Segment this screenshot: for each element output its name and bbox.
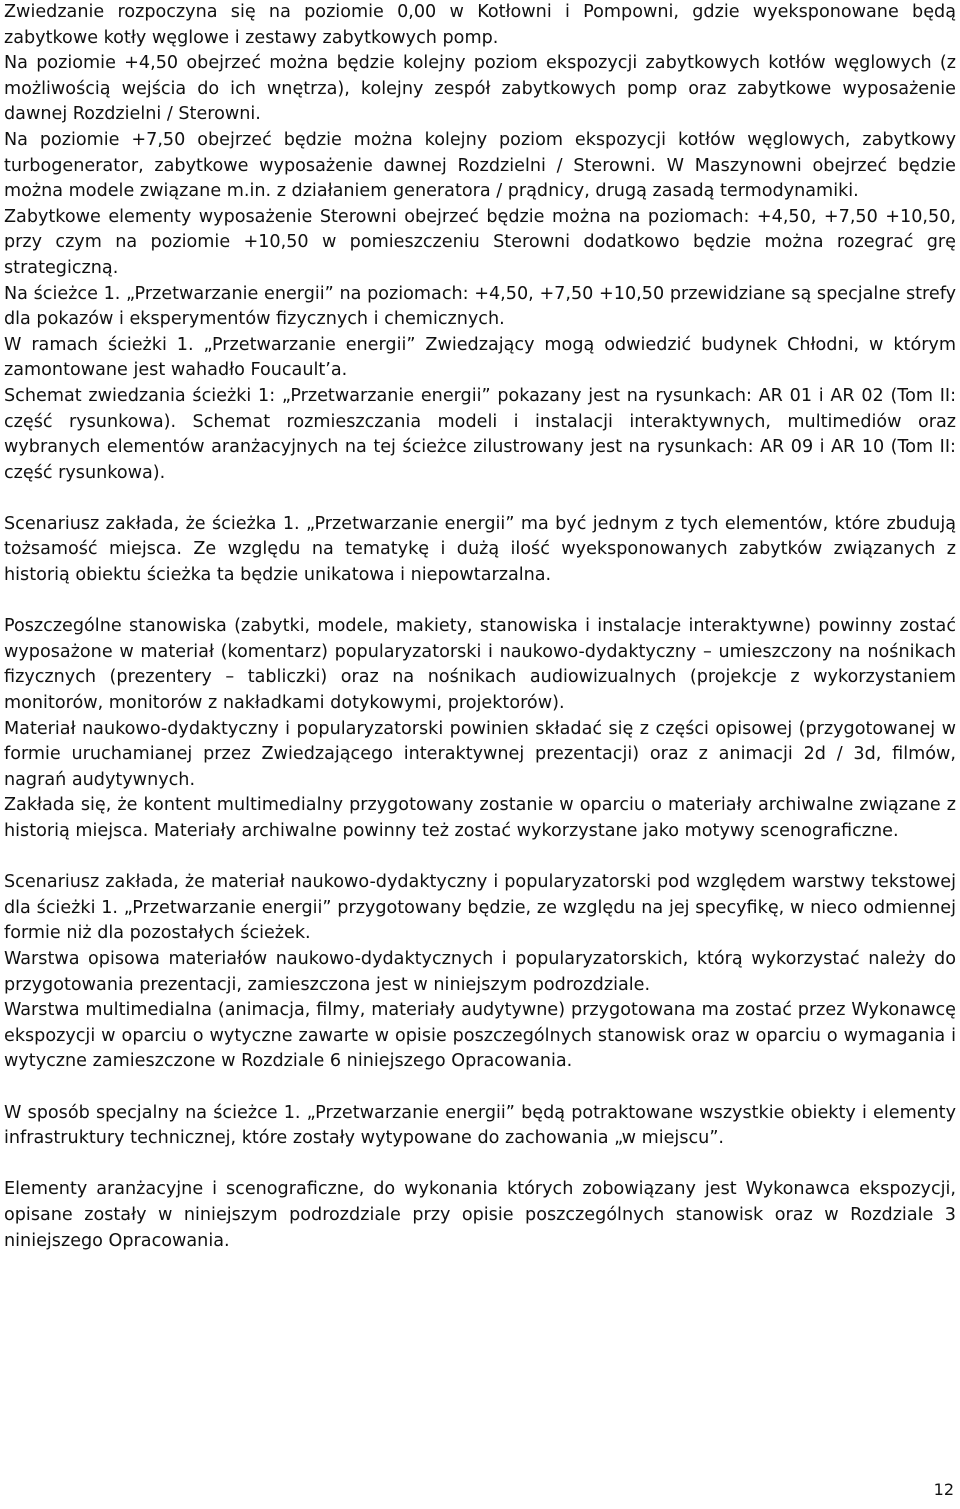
paragraph: Zwiedzanie rozpoczyna się na poziomie 0,00 w Kotłowni i Pompowni, gdzie wyeksponowane będą zabytkowe kotły węglowe i zestawy zabytkowych pomp.: [4, 2, 956, 48]
paragraph-gap: [4, 845, 956, 871]
paragraph: Schemat zwiedzania ścieżki 1: „Przetwarzanie energii” pokazany jest na rysunkach: AR 01 i AR 02 (Tom II: część rysunkowa). Schemat rozmieszczania modeli i instalacji interaktywnych, multimediów oraz wybranych elementów aranżacyjnych na tej ścieżce zilustrowany jest na rysunkach: AR 09 i AR 10 (Tom II: część rysunkowa).: [4, 385, 956, 483]
paragraph-gap: [4, 589, 956, 615]
document-page: [4, 0, 956, 1254]
paragraph-gap: [4, 1152, 956, 1178]
paragraph: Materiał naukowo-dydaktyczny i popularyzatorski powinien składać się z części opisowej (przygotowanej w formie uruchamianej przez Zwiedzającego interaktywnej prezentacji) oraz z animacji 2d / 3d, filmów, nagrań audytywnych.: [4, 718, 956, 790]
paragraph: Warstwa multimedialna (animacja, filmy, materiały audytywne) przygotowana ma zostać przez Wykonawcę ekspozycji w oparciu o wytyczne zawarte w opisie poszczególnych stanowisk oraz w oparciu o wymagania i wytyczne zamieszczone w Rozdziale 6 niniejszego Opracowania.: [4, 1000, 956, 1072]
paragraph: W ramach ścieżki 1. „Przetwarzanie energii” Zwiedzający mogą odwiedzić budynek Chłodni, w którym zamontowane jest wahadło Foucault’a.: [4, 334, 956, 381]
paragraph: Zabytkowe elementy wyposażenie Sterowni obejrzeć będzie można na poziomach: +4,50, +7,50 +10,50, przy czym na poziomie +10,50 w pomieszczeniu Sterowni dodatkowo będzie można rozegrać grę strategiczną.: [4, 206, 956, 278]
paragraph-gap: [4, 486, 956, 512]
paragraph: Scenariusz zakłada, że ścieżka 1. „Przetwarzanie energii” ma być jednym z tych elementów, które zbudują tożsamość miejsca. Ze względu na tematykę i dużą ilość wyeksponowanych zabytków związanych z historią obiektu ścieżka ta będzie unikatowa i niepowtarzalna.: [4, 513, 956, 586]
paragraph-gap: [4, 1075, 956, 1101]
paragraph: Zakłada się, że kontent multimedialny przygotowany zostanie w oparciu o materiały archiwalne związane z historią miejsca. Materiały archiwalne powinny też zostać wykorzystane jako motywy scenograficzne.: [4, 795, 956, 841]
paragraph: Warstwa opisowa materiałów naukowo-dydaktycznych i popularyzatorskich, którą wykorzystać należy do przygotowania prezentacji, zamieszczona jest w niniejszym podrozdziale.: [4, 948, 956, 995]
paragraph: Poszczególne stanowiska (zabytki, modele, makiety, stanowiska i instalacje interaktywne) powinny zostać wyposażone w materiał (komentarz) popularyzatorski i naukowo-dydaktyczny – umieszczony na nośnikach fizycznych (prezentery – tabliczki) oraz na nośnikach audiowizualnych (projekcje z wykorzystaniem monitorów, monitorów z nakładkami dotykowymi, projektorów).: [4, 616, 956, 714]
paragraph: Na poziomie +7,50 obejrzeć będzie można kolejny poziom ekspozycji kotłów węglowych, zabytkowy turbogenerator, zabytkowe wyposażenie dawnej Rozdzielni / Sterowni. W Maszynowni obejrzeć będzie można modele związane m.in. z działaniem generatora / prądnicy, drugą zasadą termodynamiki.: [4, 129, 956, 202]
paragraph: Na ścieżce 1. „Przetwarzanie energii” na poziomach: +4,50, +7,50 +10,50 przewidziane są specjalne strefy dla pokazów i eksperymentów fizycznych i chemicznych.: [4, 283, 956, 330]
page-number: 12: [933, 1480, 954, 1499]
paragraph: Elementy aranżacyjne i scenograficzne, do wykonania których zobowiązany jest Wykonawca ekspozycji, opisane zostały w niniejszym podrozdziale przy opisie poszczególnych stanowisk oraz w Rozdziale 3 niniejszego Opracowania.: [4, 1179, 956, 1251]
paragraph: Scenariusz zakłada, że materiał naukowo-dydaktyczny i popularyzatorski pod względem warstwy tekstowej dla ścieżki 1. „Przetwarzanie energii” przygotowany będzie, ze względu na jej specyfikę, w nieco odmiennej formie niż dla pozostałych ścieżek.: [4, 872, 956, 944]
paragraph: Na poziomie +4,50 obejrzeć można będzie kolejny poziom ekspozycji zabytkowych kotłów węglowych (z możliwością wejścia do ich wnętrza), kolejny zespół zabytkowych pomp oraz zabytkowe wyposażenie dawnej Rozdzielni / Sterowni.: [4, 53, 956, 125]
paragraph: W sposób specjalny na ścieżce 1. „Przetwarzanie energii” będą potraktowane wszystkie obiekty i elementy infrastruktury technicznej, które zostały wytypowane do zachowania „w miejscu”.: [4, 1102, 956, 1149]
